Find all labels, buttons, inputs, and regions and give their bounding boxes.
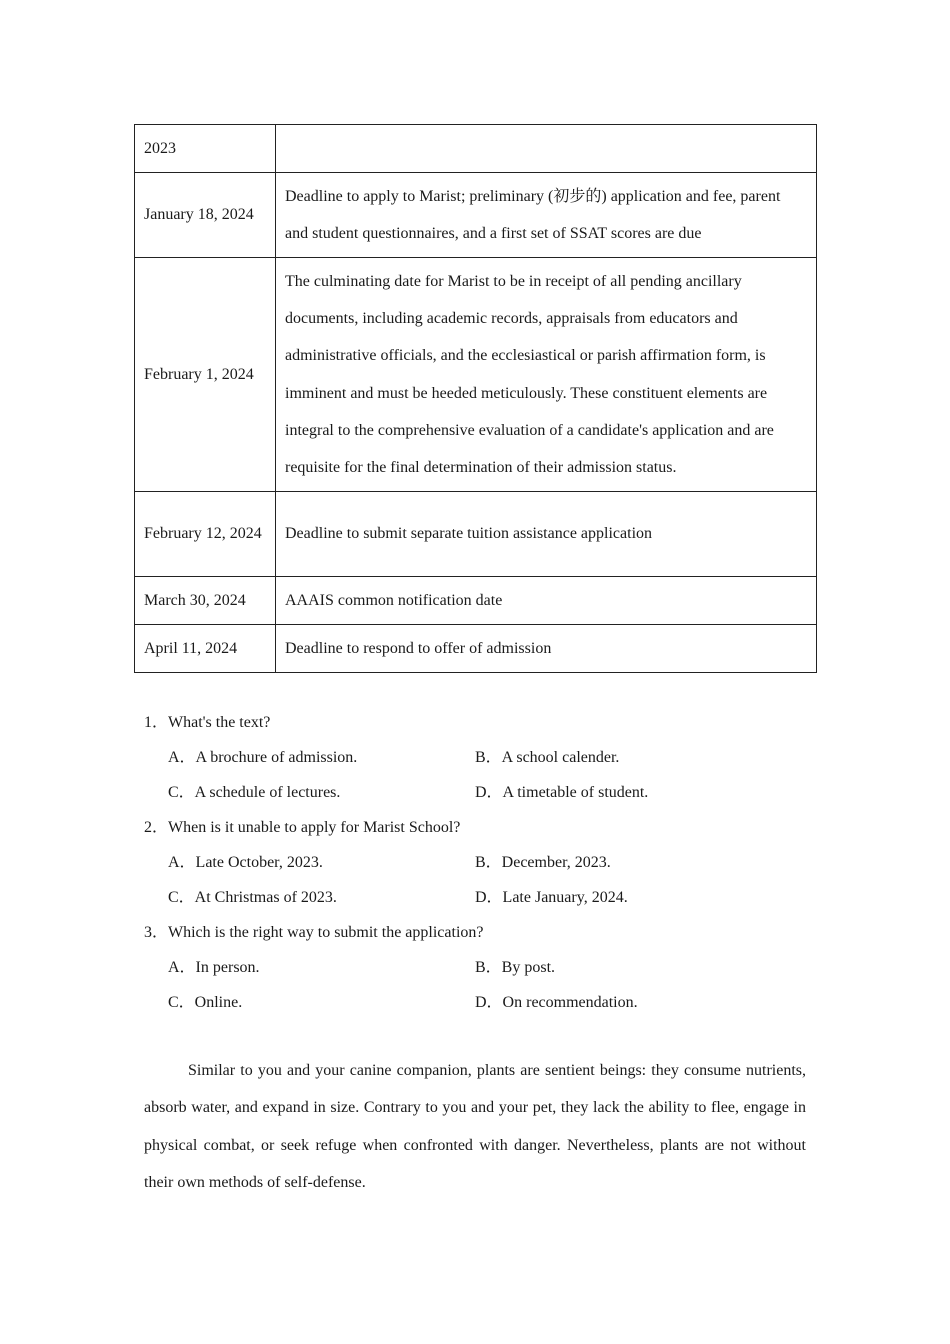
table-row <box>135 173 817 258</box>
option-c: C．Online. <box>168 994 243 1011</box>
event-cell: Deadline to submit separate tuition assistance application <box>276 492 817 577</box>
reading-passage: Similar to you and your canine companion, plants are sentient beings: they consume nutrients, absorb water, and expand in size. Contrary to you and your pet, they lack the ability to flee, engage in physical combat, or seek refuge when confronted with danger. Nevertheless, plants are not without their own methods of self-defense. <box>144 1062 806 1191</box>
event-cell: The culminating date for Marist to be in receipt of all pending ancillary documents, including academic records, appraisals from educators and administrative officials, and the ecclesiastical or parish affirmation form, is imminent and must be heeded meticulously. These constituent elements are integral to the comprehensive evaluation of a candidate's application and are requisite for the final determination of their admission status. <box>276 258 817 492</box>
option-row <box>144 950 844 985</box>
option-c: C．At Christmas of 2023. <box>168 889 337 906</box>
event-cell <box>276 125 817 173</box>
option-row <box>144 880 844 915</box>
table-row <box>135 577 817 625</box>
date-cell: February 1, 2024 <box>135 258 276 492</box>
admission-schedule-table <box>134 124 817 673</box>
option-b: B．By post. <box>475 959 556 976</box>
option-row <box>144 985 844 1020</box>
date-cell: April 11, 2024 <box>135 625 276 673</box>
question-1 <box>144 705 844 810</box>
option-row <box>144 775 844 810</box>
question-text: 3．Which is the right way to submit the application? <box>144 924 484 941</box>
date-cell: 2023 <box>135 125 276 173</box>
table-row <box>135 625 817 673</box>
option-b: B．December, 2023. <box>475 854 611 871</box>
date-cell: February 12, 2024 <box>135 492 276 577</box>
date-cell: January 18, 2024 <box>135 173 276 258</box>
option-row <box>144 845 844 880</box>
question-text: 1．What's the text? <box>144 714 271 731</box>
table-row <box>135 258 817 492</box>
option-d: D．Late January, 2024. <box>475 889 628 906</box>
option-b: B．A school calender. <box>475 749 620 766</box>
table-row <box>135 492 817 577</box>
question-2 <box>144 810 844 915</box>
date-cell: March 30, 2024 <box>135 577 276 625</box>
event-cell: Deadline to respond to offer of admission <box>276 625 817 673</box>
option-row <box>144 740 844 775</box>
option-c: C．A schedule of lectures. <box>168 784 341 801</box>
option-a: A．Late October, 2023. <box>168 854 323 871</box>
option-a: A．A brochure of admission. <box>168 749 358 766</box>
event-cell: AAAIS common notification date <box>276 577 817 625</box>
option-d: D．On recommendation. <box>475 994 638 1011</box>
option-d: D．A timetable of student. <box>475 784 649 801</box>
option-a: A．In person. <box>168 959 260 976</box>
event-cell: Deadline to apply to Marist; preliminary (初步的) application and fee, parent and student questionnaires, and a first set of SSAT scores are due <box>276 173 817 258</box>
question-text: 2．When is it unable to apply for Marist School? <box>144 819 461 836</box>
question-3 <box>144 915 844 1020</box>
table-row <box>135 125 817 173</box>
questions-section <box>144 705 844 1020</box>
